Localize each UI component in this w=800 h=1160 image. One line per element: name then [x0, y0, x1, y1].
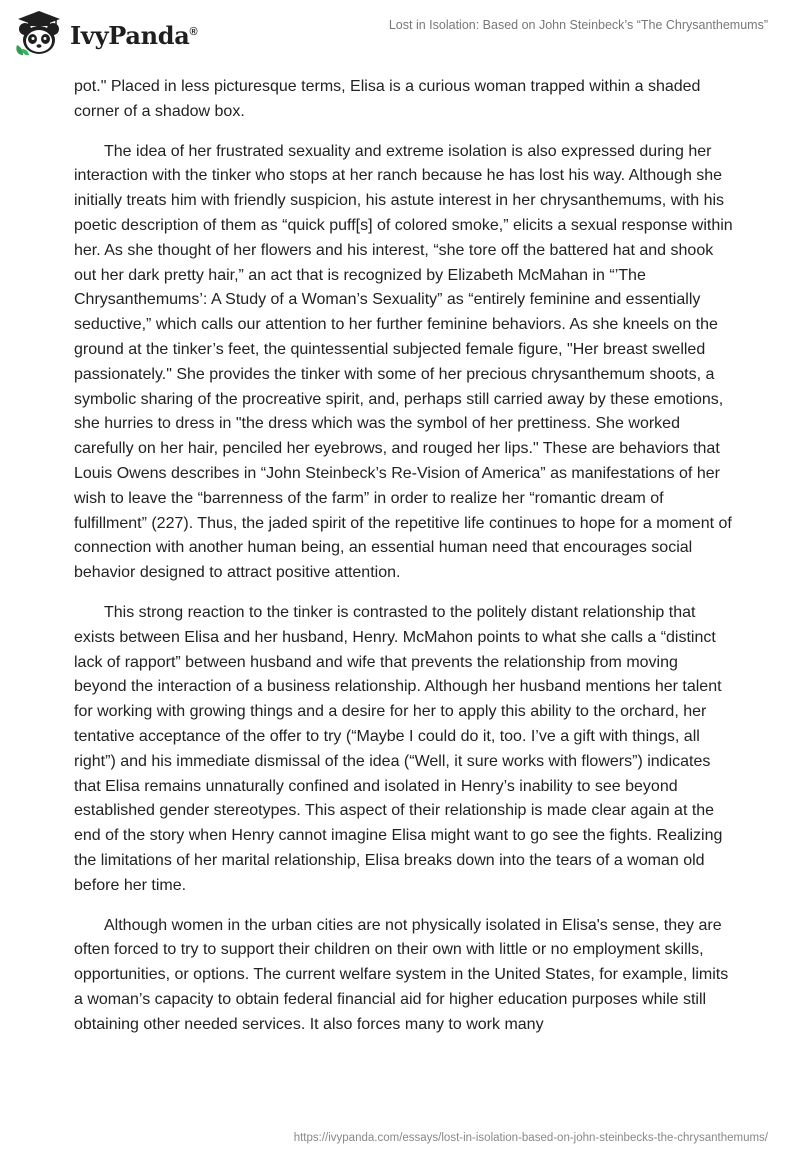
source-url[interactable]: https://ivypanda.com/essays/lost-in-isolation-based-on-john-steinbecks-the-chrysanthemums/ — [293, 1132, 768, 1144]
logo-wordmark: IvyPanda — [70, 20, 190, 50]
registered-mark: ® — [189, 25, 198, 38]
ivypanda-logo[interactable] — [14, 8, 197, 58]
paragraph: This strong reaction to the tinker is contrasted to the politely distant relationship that exists between Elisa and her husband, Henry. McMahon points to what she calls a “distinct lack of rapport” between husband and wife that prevents the relationship from moving beyond the interaction of a business relationship. Although her husband mentions her talent for working with growing things and a desire for her to apply this ability to the orchard, her tentative acceptance of the offer to try (“Maybe I could do it, too. I’ve a gift with things, all right”) and his immediate dismissal of the idea (“Well, it sure works with flowers”) indicates that Elisa remains unnaturally confined and isolated in Henry’s inability to see beyond established gender stereotypes. This aspect of their relationship is made clear again at the end of the story when Henry cannot imagine Elisa might want to go see the fights. Realizing the limitations of her marital relationship, Elisa breaks down into the tears of a woman old before her time. — [74, 603, 723, 894]
page-header — [0, 0, 800, 70]
paragraph: The idea of her frustrated sexuality and extreme isolation is also expressed during her interaction with the tinker who stops at her ranch because he has lost his way. Although she initially treats him with friendly suspicion, his astute interest in her chrysanthemums, with his poetic description of them as “quick puff[s] of colored smoke,” elicits a sexual response within her. As she thought of her flowers and his interest, “she tore off the battered hat and shook out her dark pretty hair,” an act that is recognized by Elizabeth McMahan in “’The Chrysanthemums’: A Study of a Woman’s Sexuality” as “entirely feminine and essentially seductive,” which calls our attention to her further feminine behaviors. As she kneels on the ground at the tinker’s feet, the quintessential subjected female figure, "Her breast swelled passionately." She provides the tinker with some of her precious chrysanthemum shoots, a symbolic sharing of the procreative spirit, and, perhaps still carried away by these emotions, she hurries to dress in "the dress which was the symbol of her prettiness. She worked carefully on her hair, penciled her eyebrows, and rouged her lips." These are behaviors that Louis Owens describes in “John Steinbeck’s Re-Vision of America” as manifestations of her wish to leave the “barrenness of the farm” in order to realize her “romantic dream of fulfillment” (227). Thus, the jaded spirit of the repetitive life continues to hope for a moment of connection with another human being, an essential human need that encourages social behavior designed to attract positive attention. — [74, 142, 733, 582]
paragraph: Although women in the urban cities are not physically isolated in Elisa's sense, they are often forced to try to support their children on their own with little or no employment skills, opportunities, or options. The current welfare system in the United States, for example, limits a woman’s capacity to obtain federal financial aid for higher education purposes while still obtaining other needed services. It also forces many to work many — [74, 916, 729, 1033]
logo-text — [70, 21, 197, 50]
paragraph: pot." Placed in less picturesque terms, Elisa is a curious woman trapped within a shaded corner of a shadow box. — [74, 78, 701, 120]
essay-body — [74, 75, 734, 1052]
panda-icon — [14, 9, 64, 57]
document-title: Lost in Isolation: Based on John Steinbeck’s “The Chrysanthemums” — [388, 18, 768, 32]
